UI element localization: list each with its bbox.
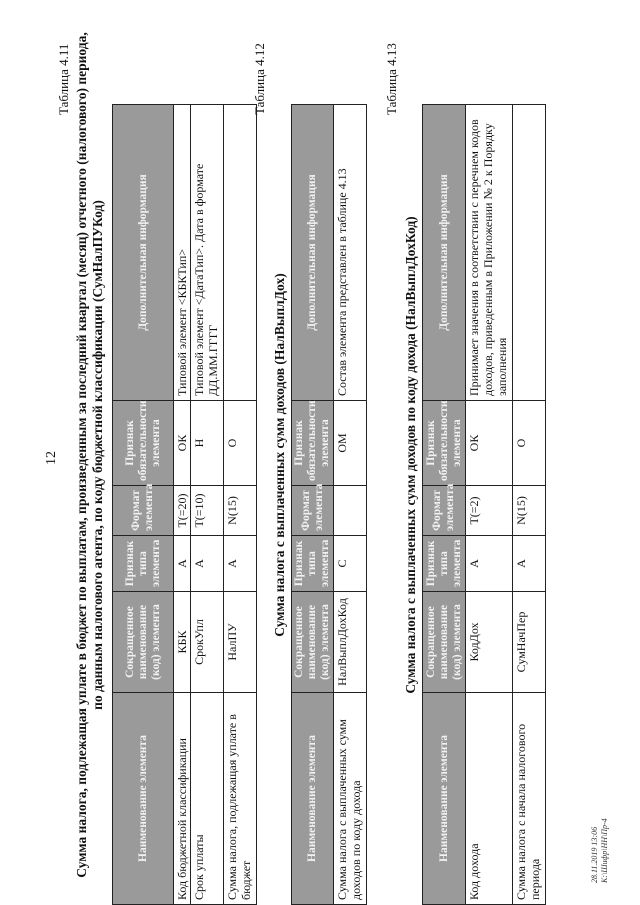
cell-type: А bbox=[224, 536, 257, 592]
cell-format: N(15) bbox=[513, 486, 546, 536]
table-4-12-caption: Таблица 4.12 bbox=[252, 43, 267, 115]
footer-path: К:\Шифр\НН\Пр-4 bbox=[600, 818, 609, 883]
table-4-13-title: Сумма налога с выплаченных сумм доходов по коду дохода (НалВыплДохКод) bbox=[403, 216, 418, 694]
header-format: Формат элемента bbox=[423, 486, 466, 536]
table-4-13 bbox=[422, 104, 546, 905]
cell-info: Состав элемента представлен в таблице 4.13 bbox=[334, 105, 367, 401]
table-4-12 bbox=[291, 104, 367, 905]
header-code: Сокращенное наименование (код) элемента bbox=[423, 592, 466, 693]
cell-name: Код дохода bbox=[466, 693, 513, 905]
table-4-11-title-line2: по данным налогового агента, по коду бюджетной классификации (СумНалПУКод) bbox=[90, 200, 105, 710]
page-number: 12 bbox=[44, 451, 59, 465]
cell-format bbox=[334, 486, 367, 536]
header-info: Дополнительная информация bbox=[292, 105, 334, 401]
cell-type: А bbox=[174, 536, 191, 592]
cell-info bbox=[513, 105, 546, 401]
cell-info bbox=[224, 105, 257, 401]
cell-info: Типовой элемент <КБКТип> bbox=[174, 105, 191, 401]
cell-required: Н bbox=[191, 401, 224, 486]
cell-format: T(=2) bbox=[466, 486, 513, 536]
cell-format: N(15) bbox=[224, 486, 257, 536]
cell-code: КодДох bbox=[466, 592, 513, 693]
table-row bbox=[513, 105, 546, 905]
table-header-row bbox=[423, 105, 466, 905]
table-row bbox=[224, 105, 257, 905]
header-required: Признак обязательности элемента bbox=[113, 401, 174, 486]
header-format: Формат элемента bbox=[113, 486, 174, 536]
cell-code: НалВыплДохКод bbox=[334, 592, 367, 693]
header-name: Наименование элемента bbox=[113, 693, 174, 905]
header-code: Сокращенное наименование (код) элемента bbox=[292, 592, 334, 693]
cell-code: СрокУпл bbox=[191, 592, 224, 693]
table-4-12-title: Сумма налога с выплаченных сумм доходов (НалВыплДох) bbox=[272, 273, 287, 637]
table-4-11 bbox=[112, 104, 257, 905]
header-type: Признак типа элемента bbox=[113, 536, 174, 592]
table-row bbox=[174, 105, 191, 905]
table-row bbox=[466, 105, 513, 905]
table-header-row bbox=[292, 105, 334, 905]
table-4-11-title bbox=[74, 25, 106, 885]
cell-name: Код бюджетной классификации bbox=[174, 693, 191, 905]
header-name: Наименование элемента bbox=[423, 693, 466, 905]
table-4-11-title-line1: Сумма налога, подлежащая уплате в бюджет по выплатам, произведенным за последний квартал (месяц) отчетного (налогового) периода, bbox=[74, 32, 89, 878]
header-type: Признак типа элемента bbox=[423, 536, 466, 592]
header-format: Формат элемента bbox=[292, 486, 334, 536]
cell-format: T(=10) bbox=[191, 486, 224, 536]
table-row bbox=[191, 105, 224, 905]
cell-required: ОМ bbox=[334, 401, 367, 486]
table-4-13-caption: Таблица 4.13 bbox=[384, 43, 399, 115]
cell-name: Сумма налога с выплаченных сумм доходов по коду дохода bbox=[334, 693, 367, 905]
cell-info: Типовой элемент <ДатаТип>. Дата в формате ДД.ММ.ГГГГ bbox=[191, 105, 224, 401]
table-header-row bbox=[113, 105, 174, 905]
header-required: Признак обязательности элемента bbox=[292, 401, 334, 486]
cell-code: НалПУ bbox=[224, 592, 257, 693]
cell-name: Сумма налога с начала налогового периода bbox=[513, 693, 546, 905]
cell-format: T(=20) bbox=[174, 486, 191, 536]
cell-name: Срок уплаты bbox=[191, 693, 224, 905]
cell-code: СумНачПер bbox=[513, 592, 546, 693]
cell-name: Сумма налога, подлежащая уплате в бюджет bbox=[224, 693, 257, 905]
cell-code: КБК bbox=[174, 592, 191, 693]
table-4-11-caption: Таблица 4.11 bbox=[56, 43, 71, 115]
cell-type: А bbox=[191, 536, 224, 592]
cell-required: О bbox=[224, 401, 257, 486]
header-required: Признак обязательности элемента bbox=[423, 401, 466, 486]
cell-type: А bbox=[513, 536, 546, 592]
cell-required: О bbox=[513, 401, 546, 486]
header-name: Наименование элемента bbox=[292, 693, 334, 905]
header-code: Сокращенное наименование (код) элемента bbox=[113, 592, 174, 693]
cell-type: А bbox=[466, 536, 513, 592]
cell-required: ОК bbox=[466, 401, 513, 486]
header-info: Дополнительная информация bbox=[113, 105, 174, 401]
table-row bbox=[334, 105, 367, 905]
cell-info: Принимает значения в соответствии с перечнем кодов доходов, приведенным в Приложении № 2 к Порядку заполнения bbox=[466, 105, 513, 401]
footer-date: 28.11.2019 13:06 bbox=[590, 826, 599, 883]
cell-required: ОК bbox=[174, 401, 191, 486]
header-info: Дополнительная информация bbox=[423, 105, 466, 401]
header-type: Признак типа элемента bbox=[292, 536, 334, 592]
cell-type: С bbox=[334, 536, 367, 592]
footer-stamp bbox=[590, 818, 610, 883]
